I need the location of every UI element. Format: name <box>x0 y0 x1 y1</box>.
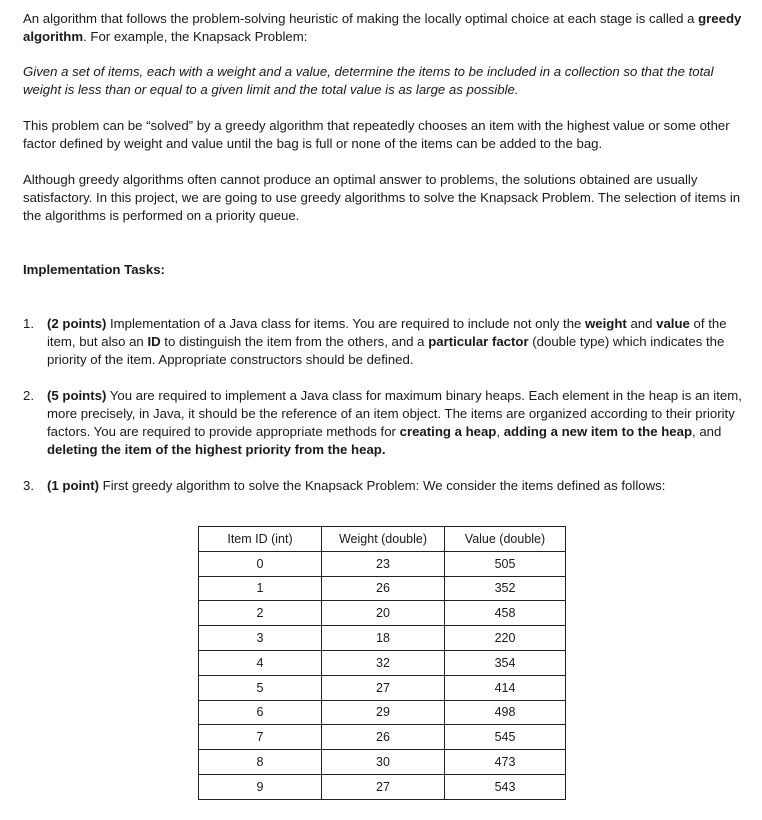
table-row <box>199 626 566 651</box>
table-row <box>199 576 566 601</box>
cell-value: 414 <box>445 675 566 700</box>
task-text: to distinguish the item from the others, and a <box>160 334 429 349</box>
task-number: 1. <box>23 316 34 331</box>
column-header-weight: Weight (double) <box>322 527 445 552</box>
greedy-algorithm-term: greedy algorithm <box>23 11 742 44</box>
table-row <box>199 601 566 626</box>
task-item <box>23 315 748 369</box>
cell-item-id: 5 <box>199 675 322 700</box>
task-bold: ID <box>147 334 161 349</box>
table-row <box>199 675 566 700</box>
task-points: (5 points) <box>47 388 107 403</box>
task-text: First greedy algorithm to solve the Knapsack Problem: We consider the items defined as follows: <box>99 478 666 493</box>
table-row <box>199 725 566 750</box>
intro-paragraph <box>23 10 748 46</box>
task-bold: adding a new item to the heap <box>503 424 693 439</box>
table-row <box>199 750 566 775</box>
task-points: (1 point) <box>47 478 100 493</box>
greedy-explanation: This problem can be “solved” by a greedy algorithm that repeatedly chooses an item with the highest value or some other factor defined by weight and value until the bag is full or none of the items can be added to the bag. <box>23 118 730 151</box>
cell-value: 545 <box>445 725 566 750</box>
cell-value: 458 <box>445 601 566 626</box>
cell-weight: 27 <box>322 774 445 799</box>
task-bold: particular factor <box>428 334 529 349</box>
task-bold: value <box>656 316 690 331</box>
knapsack-definition: Given a set of items, each with a weight and a value, determine the items to be included in a collection so that the total weight is less than or equal to a given limit and the total value is as large as possible. <box>23 64 714 97</box>
table-row <box>199 650 566 675</box>
cell-value: 220 <box>445 626 566 651</box>
intro-tail: . For example, the Knapsack Problem: <box>83 29 308 44</box>
cell-weight: 32 <box>322 650 445 675</box>
table-header-row <box>199 527 566 552</box>
task-text: of the item, but also an <box>47 316 727 349</box>
intro-text: An algorithm that follows the problem-solving heuristic of making the locally optimal choice at each stage is called a <box>23 11 699 26</box>
cell-weight: 18 <box>322 626 445 651</box>
cell-weight: 30 <box>322 750 445 775</box>
task-text: , <box>496 424 504 439</box>
column-header-item-id: Item ID (int) <box>199 527 322 552</box>
cell-value: 352 <box>445 576 566 601</box>
cell-weight: 29 <box>322 700 445 725</box>
cell-item-id: 1 <box>199 576 322 601</box>
table-row <box>199 700 566 725</box>
cell-value: 354 <box>445 650 566 675</box>
cell-item-id: 8 <box>199 750 322 775</box>
task-item <box>23 387 748 459</box>
cell-item-id: 6 <box>199 700 322 725</box>
cell-weight: 26 <box>322 725 445 750</box>
cell-value: 543 <box>445 774 566 799</box>
table-row <box>199 551 566 576</box>
task-bold: deleting the item of the highest priority from the heap. <box>47 442 386 457</box>
task-text: (double type) which indicates the priority of the item. Appropriate constructors should be defined. <box>47 334 725 367</box>
task-text: You are required to implement a Java class for maximum binary heaps. Each element in the heap is an item, more precisely, in Java, it should be the reference of an item object. The items are organized according to their priority factors. You are required to provide appropriate methods for <box>47 388 742 439</box>
cell-value: 505 <box>445 551 566 576</box>
cell-item-id: 9 <box>199 774 322 799</box>
task-text: and <box>626 316 657 331</box>
project-description: Although greedy algorithms often cannot produce an optimal answer to problems, the solutions obtained are usually satisfactory. In this project, we are going to use greedy algorithms to solve the Knapsack Problem. The selection of items in the algorithms is performed on a priority queue. <box>23 172 741 223</box>
task-item <box>23 477 748 495</box>
task-text: , and <box>692 424 722 439</box>
task-text: Implementation of a Java class for items. You are required to include not only the <box>106 316 586 331</box>
cell-item-id: 2 <box>199 601 322 626</box>
cell-weight: 20 <box>322 601 445 626</box>
items-table <box>198 526 566 800</box>
cell-weight: 23 <box>322 551 445 576</box>
cell-item-id: 4 <box>199 650 322 675</box>
task-number: 2. <box>23 388 34 403</box>
cell-weight: 26 <box>322 576 445 601</box>
cell-value: 473 <box>445 750 566 775</box>
task-number: 3. <box>23 478 34 493</box>
cell-value: 498 <box>445 700 566 725</box>
task-bold: weight <box>585 316 627 331</box>
task-list <box>23 315 748 495</box>
column-header-value: Value (double) <box>445 527 566 552</box>
task-bold: creating a heap <box>399 424 497 439</box>
cell-item-id: 7 <box>199 725 322 750</box>
cell-item-id: 3 <box>199 626 322 651</box>
cell-weight: 27 <box>322 675 445 700</box>
task-points: (2 points) <box>47 316 107 331</box>
cell-item-id: 0 <box>199 551 322 576</box>
tasks-heading: Implementation Tasks: <box>23 262 165 277</box>
table-row <box>199 774 566 799</box>
